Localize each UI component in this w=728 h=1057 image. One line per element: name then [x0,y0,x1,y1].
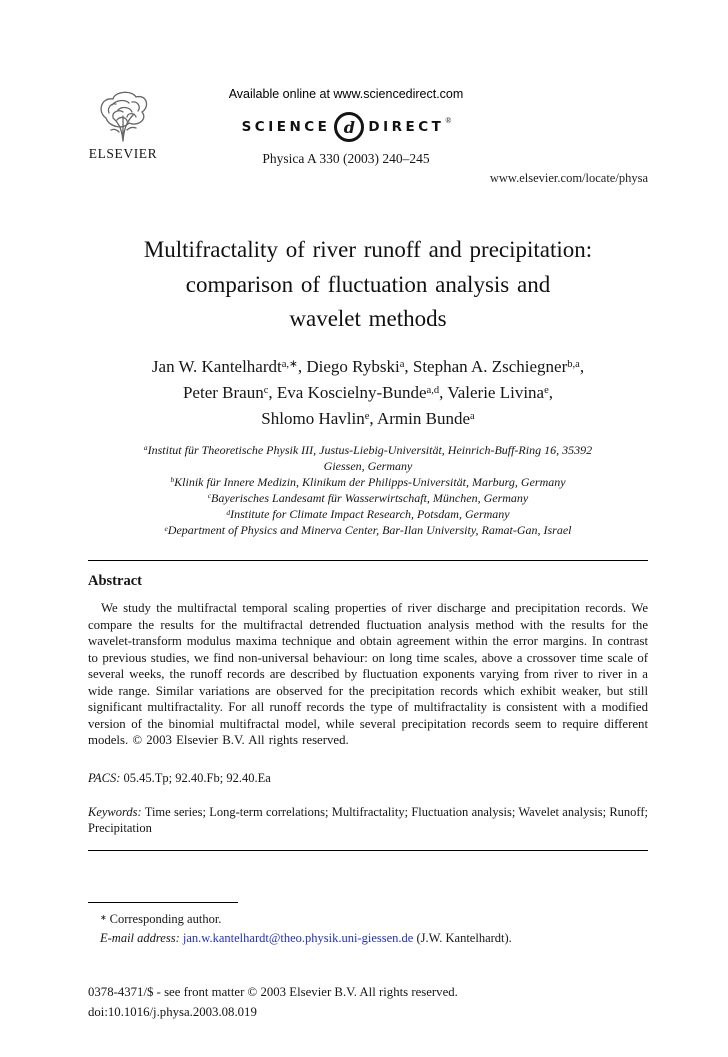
title-line-2: comparison of fluctuation analysis and [185,271,551,297]
affiliation: $^c$Bayerisches Landesamt für Wasserwirtschaft, München, Germany [207,490,529,505]
elsevier-locate-url: www.elsevier.com/locate/physa [489,171,648,185]
keywords-value: Time series; Long-term correlations; Multifractality; Fluctuation analysis; Wavelet analysis; Runoff; Precipitation [88,804,648,836]
keywords-line [88,804,648,838]
sciencedirect-d-icon: d [334,112,364,142]
affiliation: $^d$Institute for Climate Impact Research, Potsdam, Germany [226,506,510,521]
journal-citation: Physica A 330 (2003) 240–245 [262,151,430,166]
author: Peter Braun$^c$, [182,382,277,402]
email-label: E-mail address: [100,931,180,946]
authors-line [88,354,648,380]
sciencedirect-logo [168,112,524,142]
email-note [88,929,648,948]
authors-list [88,354,648,433]
author: Shlomo Havlin$^e$, [261,409,377,429]
footnote-rule [88,902,238,903]
elsevier-logo [86,88,160,162]
keywords-label: Keywords: [88,804,142,819]
elsevier-tree-icon [86,88,160,144]
abstract-text: We study the multifractal temporal scaling properties of river discharge and precipitation records. We compare the results for the multifractal detrended fluctuation analysis method with the results for the wavelet-transform modulus maxima technique and obtain agreement within the error margins. In contrast to previous studies, we find non-universal behaviour: on long time scales, above a crossover time scale of several weeks, the runoff records are described by fluctuation exponents varying from river to river in a wide range. Similar variations are observed for the precipitation records which exhibit weaker, but still significant multifractality. For all runoff records the type of multifractality is consistent with a modified version of the binomial multifractal model, while several precipitation records seem to require different models. © 2003 Elsevier B.V. All rights reserved. [88,601,648,747]
sciencedirect-science-text: SCIENCE [241,119,331,135]
doi-line: doi:10.1016/j.physa.2003.08.019 [88,1005,257,1020]
authors-line [88,380,648,406]
sciencedirect-direct-text: DIRECT [368,119,445,135]
footnote-star: ∗ [100,912,107,922]
issn-copyright-line: 0378-4371/$ - see front matter © 2003 Elsevier B.V. All rights reserved. [88,985,458,999]
affiliations-list [88,442,648,538]
pacs-line [88,771,648,786]
author: Eva Koscielny-Bunde$^{a,d}$, [276,382,448,402]
header-center [168,87,524,167]
pacs-label: PACS: [88,770,121,785]
elsevier-wordmark: ELSEVIER [88,146,158,161]
affiliation: $^e$Department of Physics and Minerva Center, Bar-Ilan University, Ramat-Gan, Israel [164,522,572,537]
author: Jan W. Kantelhardt$^{a,∗}$, [151,356,307,376]
footer-block [88,982,648,1023]
author: Stephan A. Zschiegner$^{b,a}$, [412,356,585,376]
affiliation: $^a$Institut für Theoretische Physik III, Justus-Liebig-Universität, Heinrich-Buff-Ring 16, 35392 Giessen, Germany [143,442,593,473]
author: Valerie Livina$^e$, [447,382,554,402]
available-online-text: Available online at www.sciencedirect.com [228,87,464,101]
abstract-heading: Abstract [88,573,142,589]
affiliation: $^b$Klinik für Innere Medizin, Klinikum der Philipps-Universität, Marburg, Germany [170,474,566,489]
author: Armin Bunde$^a$ [376,409,475,429]
divider-above-abstract [88,560,648,561]
registered-mark: ® [445,115,452,125]
corresponding-author-note: ∗ Corresponding author. [100,912,222,926]
paper-title [88,233,648,337]
footnote-block [88,902,648,949]
authors-line [88,406,648,432]
author: Diego Rybski$^a$, [306,356,413,376]
divider-below-keywords [88,850,648,851]
email-link[interactable]: jan.w.kantelhardt@theo.physik.uni-giessen.de [182,931,414,946]
title-line-3: wavelet methods [289,306,447,331]
email-suffix: (J.W. Kantelhardt). [416,931,512,946]
pacs-value: 05.45.Tp; 92.40.Fb; 92.40.Ea [123,770,271,785]
title-line-1: Multifractality of river runoff and precipitation: [143,237,593,262]
